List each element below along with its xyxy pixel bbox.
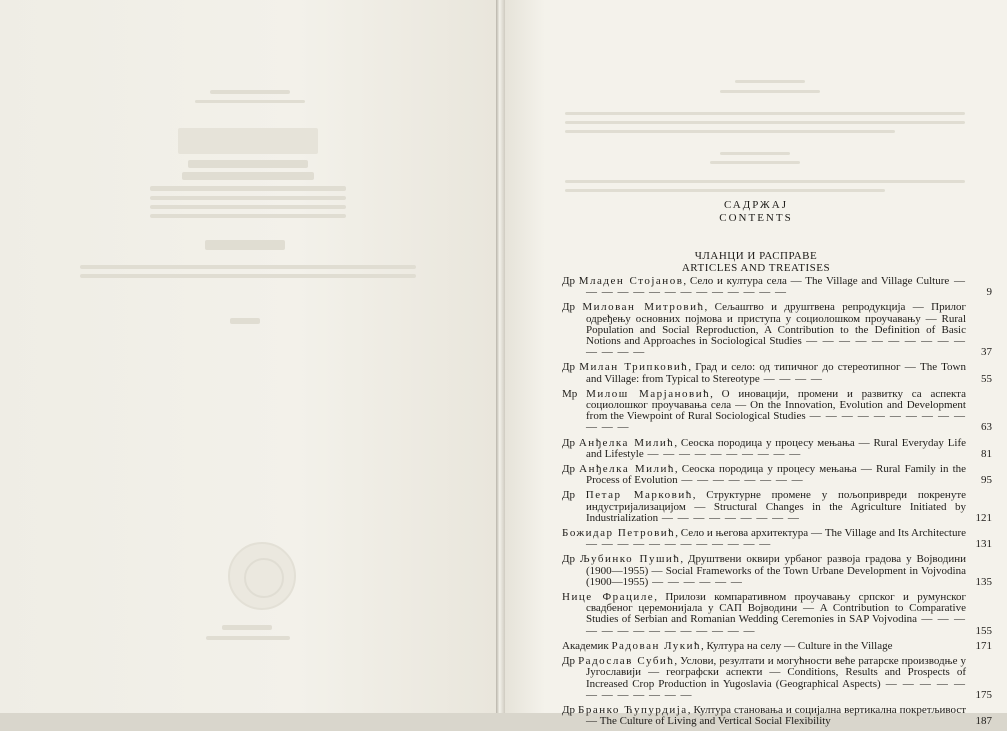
show-through-line [710,161,800,164]
right-page [505,0,1007,728]
page-number: 187 [975,715,992,728]
author-prefix: Мр [562,387,578,400]
show-through-line [565,121,965,124]
author-name: Радован Лукић [611,639,702,652]
toc-entry [562,554,992,588]
show-through-line [720,152,790,155]
leader-dashes: — — — — — — — — — — — — — [586,410,967,434]
leader-dashes: — — — — — — — — [677,474,804,487]
toc-entry-text [562,554,992,588]
toc-entry-text [562,490,992,524]
leader-dashes: — — — — — — — — — — — — — — [586,335,967,359]
left-page [0,0,496,713]
author-prefix: Др [562,463,576,476]
entry-title: , О иновацији, промени и развитку са аспекта социолошког проучавања села — On the Innovation, Evolution and Development from the Viewpoint of Rural Sociological Studies [586,387,967,423]
show-through-line [80,265,416,269]
show-through-line [150,186,346,191]
show-through-line [188,160,308,168]
entry-title: , Структурне промене у пољопривреди покренуте индустријализацијом — Structural Changes in the Agriculture Initiated by Industrialization [586,489,967,524]
toc-entry [562,276,992,298]
show-through-line [150,214,346,218]
toc-entry [562,438,992,460]
toc-entry [562,592,992,637]
leader-dashes: — — — — — — [648,575,743,588]
author-name: Божидар Петровић [562,527,676,540]
author-name: Анђелка Милић [579,463,675,476]
toc-entry-text [562,464,992,486]
toc-entry-text [562,641,992,652]
entry-title: , Прилози компаративном проучавању српског и румунског свадбеног церемонијала у САП Војводини — A Contribution to Comparative Studies of Serbian and Romanian Wedding Ceremonies in SAP Vojvodina [586,591,966,626]
author-name: Милан Трипковић [579,361,689,374]
show-through-line [735,80,805,83]
page-number: 63 [981,421,992,434]
show-through-line [150,196,346,200]
toc-entry [562,528,992,550]
entry-title: , Село и култура села — The Village and Village Culture [683,275,950,287]
entry-title: , Сељаштво и друштвена репродукција — Прилог одређењу основних појмова и приступа у социолошком проучавању — Rural Population and Social Reproduction, A Contribution to the Definition of Basic Notions and Approaches in Sociological Studies [586,301,967,348]
toc-entry-text [562,705,992,727]
entry-title: , Култура на селу — Culture in the Village [701,639,893,652]
entry-title: , Сеоска породица у процесу мењања — Rural Family in the Process of Evolution [586,463,967,487]
toc-entry-text [562,389,992,434]
page-number: 9 [986,286,992,299]
author-name: Бранко Ћупурдија [578,703,688,716]
leader-dashes: — — — — — — — — — — — — [586,538,772,551]
toc-entry [562,464,992,486]
show-through-line [720,90,820,93]
author-prefix: Др [562,655,576,668]
section-heading-en: ARTICLES AND TREATISES [681,262,831,274]
show-through-line [195,100,305,103]
toc-entry-text [562,438,992,460]
author-name: Анђелка Милић [578,436,675,449]
toc-entry-text [562,276,992,298]
author-name: Нице Фрациле [562,591,655,604]
toc-entry [562,389,992,434]
entry-title: , Град и село: од типичног до стереотипног — The Town and Village: from Typical to Stereotype [586,361,966,385]
page-number: 95 [981,474,992,487]
show-through-line [210,90,290,94]
show-through-line [206,636,290,640]
entry-title: , Култура становања и социјална вертикална покретљивост — The Culture of Living and Vertical Social Flexibility [586,703,967,728]
entry-title: , Село и његова архитектура — The Village and Its Architecture [675,527,966,540]
entry-title: , Сеоска породица у процесу мењања — Rural Everyday Life and Lifestyle [586,436,967,460]
author-prefix: Др [562,361,576,374]
entry-title: , Услови, резултати и могућности веће ратарске производње у Југославији — географски аспекти — Conditions, Results and Prospects of Increased Crop Production in Yugoslavia (Geographical Aspects) [586,655,967,690]
author-name: Радослав Субић [578,655,675,668]
author-name: Љубинко Пушић [579,553,681,566]
show-through-line [565,130,895,133]
toc-entry-text [562,656,992,701]
leader-dashes: — — — — — — — — — — — — [586,677,966,701]
show-through-line [565,180,965,183]
author-prefix: Др [562,489,576,502]
leader-dashes: — — — — — — — — — [658,511,800,524]
author-name: Милош Марјановић [586,387,711,400]
toc-entry [562,302,992,358]
table-of-contents [562,276,992,731]
show-through-line [565,112,965,115]
page-number: 55 [981,372,992,385]
author-name: Младен Стојанов [578,275,684,287]
section-heading-sr: ЧЛАНЦИ И РАСПРАВЕ [694,250,818,262]
toc-entry-text [562,592,992,637]
page-number: 171 [975,639,992,652]
book-gutter [496,0,505,713]
author-prefix: Др [562,275,576,287]
toc-entry-text [562,362,992,384]
contents-heading-en: CONTENTS [719,212,793,224]
toc-entry [562,490,992,524]
author-prefix: Академик [562,639,609,652]
toc-entry-text [562,528,992,550]
show-through-line [150,205,346,209]
entry-title: , Друштвени оквири урбаног развоја градова у Војводини (1900—1955) — Social Frameworks of the Town Urbane Development in Vojvodina (1900—1955) [586,553,966,588]
show-through-line [205,240,285,250]
show-through-emblem [228,542,296,610]
page-number: 175 [975,688,992,701]
leader-dashes: — — — — [759,372,823,385]
show-through-line [182,172,314,180]
leader-dashes: — — — — — — — — — — [643,447,802,460]
author-prefix: Др [562,703,576,716]
page-number: 131 [975,538,992,551]
page-number: 81 [981,447,992,460]
show-through-line [222,625,272,630]
author-name: Милован Митровић [582,301,705,314]
toc-entry [562,641,992,652]
page-number: 155 [975,624,992,637]
author-prefix: Др [562,553,576,566]
page-number: 37 [981,346,992,359]
page-number: 121 [975,511,992,524]
toc-entry [562,362,992,384]
author-prefix: Др [562,301,576,314]
show-through-title-block [178,128,318,154]
toc-entry [562,656,992,701]
author-name: Петар Марковић [585,489,693,502]
contents-heading-sr: САДРЖАЈ [723,199,789,211]
show-through-line [230,318,260,324]
leader-dashes: — — — — — — — — — — — — — — [586,613,967,637]
show-through-line [565,189,885,192]
leader-dashes: — — — — — — — — — — — — — — [586,275,967,299]
toc-entry [562,705,992,727]
toc-entry-text [562,302,992,358]
show-through-line [80,274,416,278]
author-prefix: Др [562,436,576,449]
page-number: 135 [975,575,992,588]
